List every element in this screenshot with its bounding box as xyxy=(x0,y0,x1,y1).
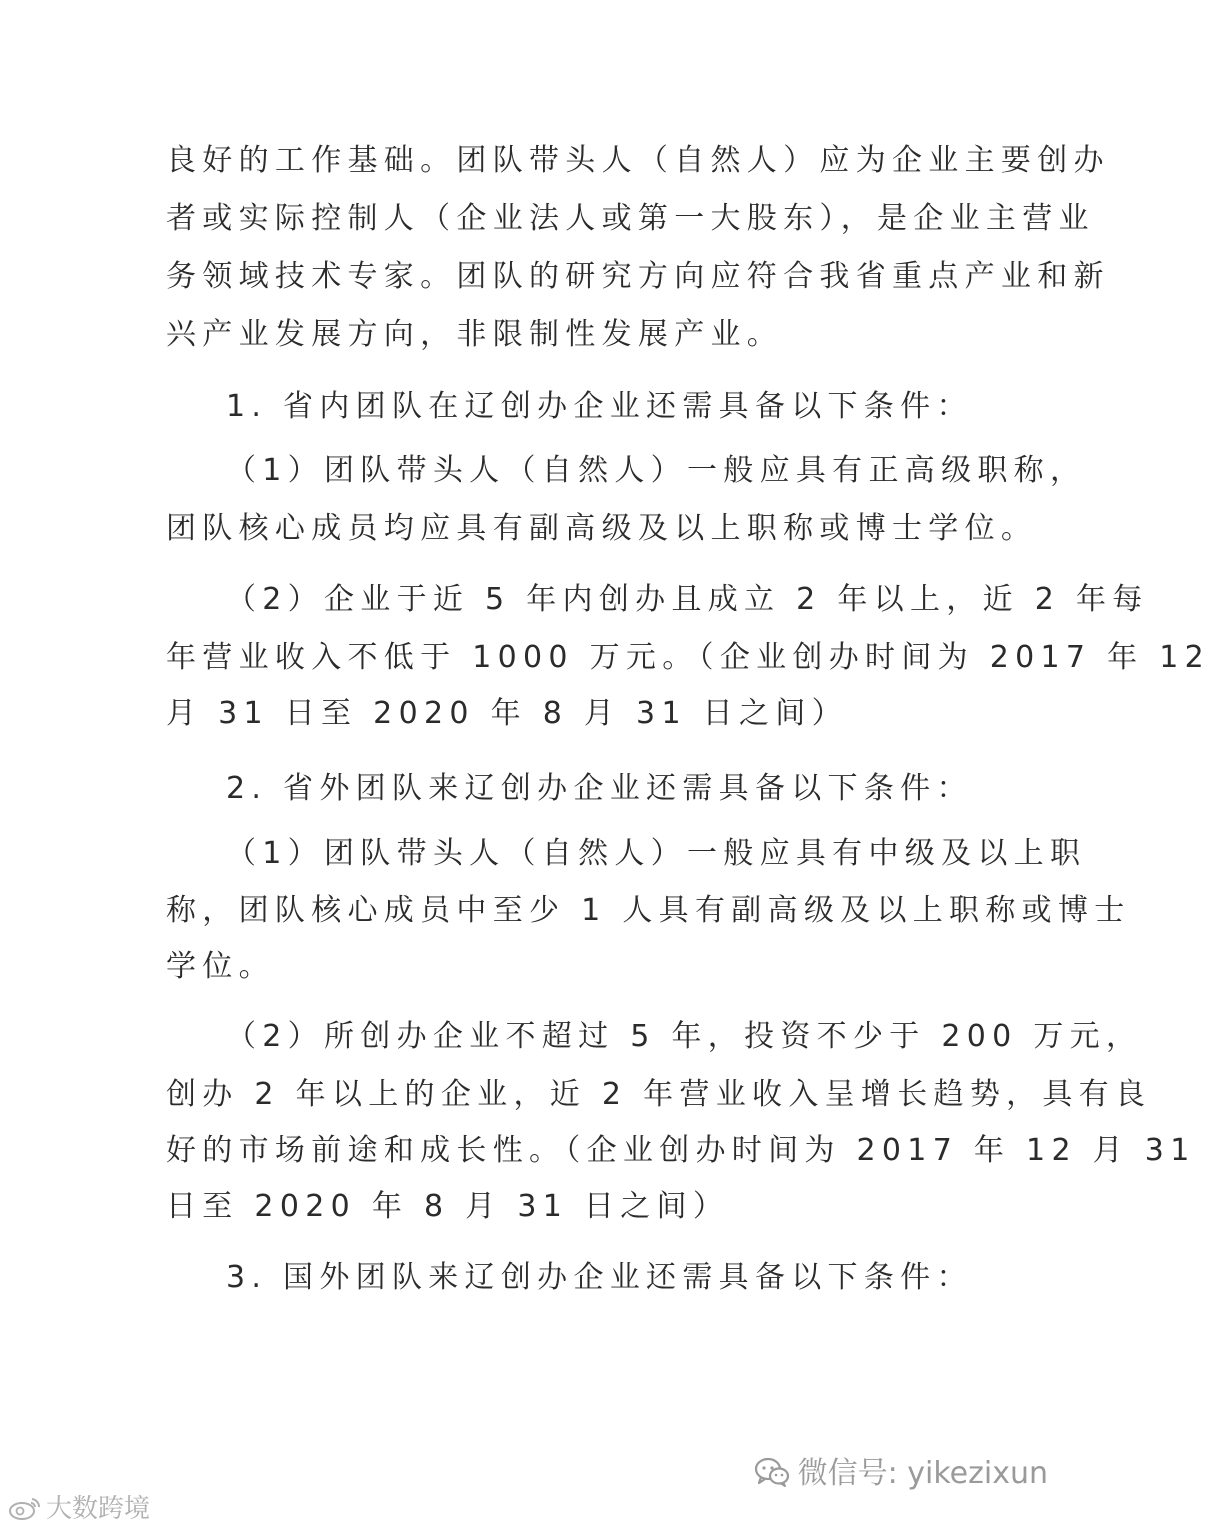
wechat-icon xyxy=(754,1457,790,1487)
text-line: 创办 2 年以上的企业，近 2 年营业收入呈增长趋势，具有良 xyxy=(166,1077,1152,1112)
text-line: （1）团队带头人（自然人）一般应具有中级及以上职 xyxy=(226,836,1087,871)
section-heading-3: 3. 国外团队来辽创办企业还需具备以下条件： xyxy=(226,1260,973,1295)
text-line: （2）所创办企业不超过 5 年，投资不少于 200 万元， xyxy=(226,1019,1143,1054)
source-watermark xyxy=(8,1492,150,1526)
text-line: 兴产业发展方向，非限制性发展产业。 xyxy=(166,317,784,352)
text-line: 学位。 xyxy=(166,949,275,984)
text-line: （1）团队带头人（自然人）一般应具有正高级职称， xyxy=(226,453,1087,488)
text-line: 团队核心成员均应具有副高级及以上职称或博士学位。 xyxy=(166,511,1038,546)
weibo-icon xyxy=(8,1495,42,1521)
text-line: 月 31 日至 2020 年 8 月 31 日之间） xyxy=(166,696,848,731)
section-heading-1: 1. 省内团队在辽创办企业还需具备以下条件： xyxy=(226,389,973,424)
wechat-watermark xyxy=(754,1456,1048,1492)
wechat-watermark-text: 微信号: yikezixun xyxy=(797,1456,1048,1491)
text-line: 者或实际控制人（企业法人或第一大股东），是企业主营业 xyxy=(166,201,1095,236)
text-line: 年营业收入不低于 1000 万元。（企业创办时间为 2017 年 12 xyxy=(166,640,1210,675)
text-line: 好的市场前途和成长性。（企业创办时间为 2017 年 12 月 31 xyxy=(166,1133,1196,1168)
text-line: 日至 2020 年 8 月 31 日之间） xyxy=(166,1189,730,1224)
section-heading-2: 2. 省外团队来辽创办企业还需具备以下条件： xyxy=(226,771,973,806)
text-line: 称，团队核心成员中至少 1 人具有副高级及以上职称或博士 xyxy=(166,893,1131,928)
source-watermark-text: 大数跨境 xyxy=(46,1494,151,1524)
text-line: 良好的工作基础。团队带头人（自然人）应为企业主要创办 xyxy=(166,143,1110,178)
text-line: 务领域技术专家。团队的研究方向应符合我省重点产业和新 xyxy=(166,259,1110,294)
text-line: （2）企业于近 5 年内创办且成立 2 年以上，近 2 年每 xyxy=(226,582,1149,617)
